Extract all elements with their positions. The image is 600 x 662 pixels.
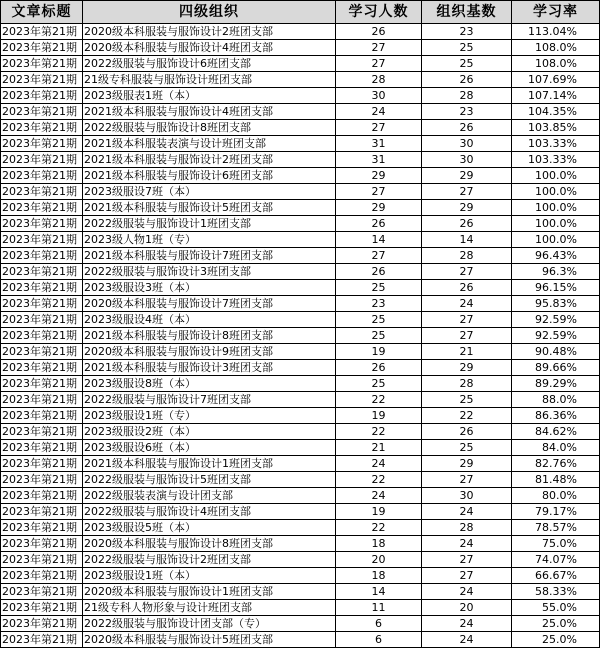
study-count-cell: 26 [336, 264, 422, 280]
org-cell: 2020级本科服装与服饰设计4班团支部 [83, 40, 336, 56]
study-count-cell: 24 [336, 104, 422, 120]
article-title-cell: 2023年第21期 [1, 312, 83, 328]
org-cell: 2020级本科服装与服饰设计1班团支部 [83, 584, 336, 600]
study-count-cell: 24 [336, 456, 422, 472]
study-count-cell: 19 [336, 504, 422, 520]
org-cell: 2023级服设1班（本） [83, 568, 336, 584]
article-title-cell: 2023年第21期 [1, 376, 83, 392]
org-cell: 2021级本科服装与服饰设计4班团支部 [83, 104, 336, 120]
article-title-cell: 2023年第21期 [1, 392, 83, 408]
study-count-cell: 18 [336, 536, 422, 552]
table-row [1, 264, 600, 280]
study-rate-cell: 84.0% [512, 440, 600, 456]
header-row [1, 1, 600, 24]
study-count-cell: 19 [336, 344, 422, 360]
article-title-cell: 2023年第21期 [1, 216, 83, 232]
table-row [1, 296, 600, 312]
study-count-cell: 30 [336, 88, 422, 104]
org-base-cell: 24 [422, 536, 512, 552]
article-title-cell: 2023年第21期 [1, 456, 83, 472]
study-count-cell: 14 [336, 232, 422, 248]
org-base-cell: 27 [422, 312, 512, 328]
study-rate-cell: 89.29% [512, 376, 600, 392]
org-cell: 2020级本科服装与服饰设计7班团支部 [83, 296, 336, 312]
study-rate-cell: 107.69% [512, 72, 600, 88]
org-cell: 2021级本科服装与服饰设计6班团支部 [83, 168, 336, 184]
table-row [1, 200, 600, 216]
org-cell: 2023级人物1班（专） [83, 232, 336, 248]
study-count-cell: 26 [336, 360, 422, 376]
study-count-cell: 19 [336, 408, 422, 424]
article-title-cell: 2023年第21期 [1, 616, 83, 632]
article-title-cell: 2023年第21期 [1, 424, 83, 440]
table-row [1, 280, 600, 296]
study-count-cell: 25 [336, 376, 422, 392]
table-row [1, 72, 600, 88]
table-row [1, 584, 600, 600]
org-base-cell: 25 [422, 440, 512, 456]
study-count-cell: 31 [336, 136, 422, 152]
org-cell: 2022级服装与服饰设计6班团支部 [83, 56, 336, 72]
org-base-cell: 26 [422, 216, 512, 232]
study-rate-cell: 96.15% [512, 280, 600, 296]
table-row [1, 24, 600, 40]
table-row [1, 472, 600, 488]
table-row [1, 88, 600, 104]
article-title-cell: 2023年第21期 [1, 440, 83, 456]
org-cell: 2023级服设1班（专） [83, 408, 336, 424]
org-base-cell: 27 [422, 184, 512, 200]
study-rate-cell: 100.0% [512, 168, 600, 184]
org-base-cell: 26 [422, 120, 512, 136]
org-base-cell: 26 [422, 280, 512, 296]
study-rate-cell: 103.85% [512, 120, 600, 136]
study-count-cell: 31 [336, 152, 422, 168]
article-title-cell: 2023年第21期 [1, 136, 83, 152]
article-title-cell: 2023年第21期 [1, 280, 83, 296]
org-base-cell: 27 [422, 552, 512, 568]
org-cell: 2023级服设6班（本） [83, 440, 336, 456]
org-base-cell: 30 [422, 136, 512, 152]
article-title-cell: 2023年第21期 [1, 296, 83, 312]
header-org-base: 组织基数 [422, 1, 512, 24]
article-title-cell: 2023年第21期 [1, 360, 83, 376]
org-base-cell: 21 [422, 344, 512, 360]
table-row [1, 568, 600, 584]
org-cell: 2021级本科服装与服饰设计8班团支部 [83, 328, 336, 344]
org-cell: 21级专科服装与服饰设计班团支部 [83, 72, 336, 88]
study-rate-cell: 58.33% [512, 584, 600, 600]
org-cell: 2020级本科服装与服饰设计9班团支部 [83, 344, 336, 360]
org-cell: 2020级本科服装与服饰设计8班团支部 [83, 536, 336, 552]
org-base-cell: 26 [422, 72, 512, 88]
article-title-cell: 2023年第21期 [1, 568, 83, 584]
org-cell: 2022级服装与服饰设计1班团支部 [83, 216, 336, 232]
table-row [1, 376, 600, 392]
org-base-cell: 23 [422, 104, 512, 120]
article-title-cell: 2023年第21期 [1, 504, 83, 520]
org-cell: 2023级服设2班（本） [83, 424, 336, 440]
table-row [1, 56, 600, 72]
article-title-cell: 2023年第21期 [1, 24, 83, 40]
study-rate-cell: 82.76% [512, 456, 600, 472]
article-title-cell: 2023年第21期 [1, 56, 83, 72]
study-rate-cell: 108.0% [512, 56, 600, 72]
study-count-cell: 26 [336, 24, 422, 40]
org-cell: 2022级服装与服饰设计3班团支部 [83, 264, 336, 280]
org-base-cell: 30 [422, 488, 512, 504]
article-title-cell: 2023年第21期 [1, 248, 83, 264]
header-article-title: 文章标题 [1, 1, 83, 24]
org-base-cell: 25 [422, 392, 512, 408]
study-count-cell: 26 [336, 216, 422, 232]
org-base-cell: 14 [422, 232, 512, 248]
article-title-cell: 2023年第21期 [1, 536, 83, 552]
table-row [1, 104, 600, 120]
table-row [1, 456, 600, 472]
org-cell: 2021级本科服装与服饰设计3班团支部 [83, 360, 336, 376]
study-rate-cell: 92.59% [512, 328, 600, 344]
table-row [1, 440, 600, 456]
org-base-cell: 24 [422, 296, 512, 312]
study-rate-cell: 96.3% [512, 264, 600, 280]
article-title-cell: 2023年第21期 [1, 328, 83, 344]
org-cell: 2021级本科服装与服饰设计5班团支部 [83, 200, 336, 216]
article-title-cell: 2023年第21期 [1, 344, 83, 360]
table-row [1, 520, 600, 536]
org-base-cell: 25 [422, 40, 512, 56]
study-rate-cell: 25.0% [512, 632, 600, 648]
article-title-cell: 2023年第21期 [1, 88, 83, 104]
table-row [1, 600, 600, 616]
study-rate-cell: 88.0% [512, 392, 600, 408]
table-row [1, 504, 600, 520]
table-row [1, 424, 600, 440]
org-cell: 2022级服装与服饰设计4班团支部 [83, 504, 336, 520]
org-base-cell: 24 [422, 616, 512, 632]
org-base-cell: 27 [422, 264, 512, 280]
table-row [1, 536, 600, 552]
org-base-cell: 29 [422, 200, 512, 216]
study-count-cell: 27 [336, 184, 422, 200]
study-count-cell: 25 [336, 328, 422, 344]
org-cell: 2021级本科服装与服饰设计1班团支部 [83, 456, 336, 472]
study-rate-cell: 100.0% [512, 216, 600, 232]
table-row [1, 168, 600, 184]
study-count-cell: 23 [336, 296, 422, 312]
study-count-cell: 25 [336, 312, 422, 328]
table-row [1, 392, 600, 408]
study-count-cell: 22 [336, 472, 422, 488]
study-count-cell: 22 [336, 424, 422, 440]
article-title-cell: 2023年第21期 [1, 72, 83, 88]
study-count-cell: 28 [336, 72, 422, 88]
org-cell: 2022级服装表演与设计团支部 [83, 488, 336, 504]
org-base-cell: 28 [422, 88, 512, 104]
study-count-cell: 22 [336, 392, 422, 408]
org-cell: 21级专科人物形象与设计班团支部 [83, 600, 336, 616]
org-base-cell: 27 [422, 568, 512, 584]
table-row [1, 552, 600, 568]
org-cell: 2021级本科服装与服饰设计2班团支部 [83, 152, 336, 168]
org-cell: 2022级服装与服饰设计7班团支部 [83, 392, 336, 408]
article-title-cell: 2023年第21期 [1, 120, 83, 136]
article-title-cell: 2023年第21期 [1, 408, 83, 424]
study-rate-cell: 74.07% [512, 552, 600, 568]
article-title-cell: 2023年第21期 [1, 584, 83, 600]
org-base-cell: 24 [422, 632, 512, 648]
table-row [1, 360, 600, 376]
table-row [1, 632, 600, 648]
study-rate-cell: 100.0% [512, 232, 600, 248]
study-count-cell: 6 [336, 616, 422, 632]
table-body [1, 24, 600, 648]
article-title-cell: 2023年第21期 [1, 472, 83, 488]
org-base-cell: 24 [422, 584, 512, 600]
org-cell: 2023级服设8班（本） [83, 376, 336, 392]
article-title-cell: 2023年第21期 [1, 152, 83, 168]
article-title-cell: 2023年第21期 [1, 520, 83, 536]
study-rate-cell: 100.0% [512, 200, 600, 216]
org-cell: 2022级服装与服饰设计团支部（专） [83, 616, 336, 632]
org-cell: 2021级本科服装与服饰设计7班团支部 [83, 248, 336, 264]
org-base-cell: 29 [422, 360, 512, 376]
study-count-cell: 27 [336, 248, 422, 264]
table-row [1, 136, 600, 152]
org-base-cell: 20 [422, 600, 512, 616]
header-org: 四级组织 [83, 1, 336, 24]
study-count-cell: 14 [336, 584, 422, 600]
study-count-cell: 25 [336, 280, 422, 296]
table-row [1, 40, 600, 56]
study-count-cell: 18 [336, 568, 422, 584]
study-count-cell: 21 [336, 440, 422, 456]
org-cell: 2023级服设5班（本） [83, 520, 336, 536]
org-base-cell: 22 [422, 408, 512, 424]
study-count-cell: 27 [336, 120, 422, 136]
study-rate-cell: 66.67% [512, 568, 600, 584]
org-base-cell: 29 [422, 168, 512, 184]
org-base-cell: 30 [422, 152, 512, 168]
org-cell: 2021级本科服装表演与设计班团支部 [83, 136, 336, 152]
article-title-cell: 2023年第21期 [1, 40, 83, 56]
study-rate-cell: 75.0% [512, 536, 600, 552]
study-count-cell: 22 [336, 520, 422, 536]
org-base-cell: 24 [422, 504, 512, 520]
table-row [1, 616, 600, 632]
table-row [1, 216, 600, 232]
org-base-cell: 27 [422, 328, 512, 344]
article-title-cell: 2023年第21期 [1, 104, 83, 120]
org-cell: 2022级服装与服饰设计5班团支部 [83, 472, 336, 488]
study-rate-cell: 113.04% [512, 24, 600, 40]
article-title-cell: 2023年第21期 [1, 488, 83, 504]
header-study-rate: 学习率 [512, 1, 600, 24]
table-row [1, 184, 600, 200]
study-rate-cell: 55.0% [512, 600, 600, 616]
study-rate-cell: 89.66% [512, 360, 600, 376]
study-count-cell: 29 [336, 168, 422, 184]
table-row [1, 120, 600, 136]
org-base-cell: 29 [422, 456, 512, 472]
study-count-cell: 27 [336, 40, 422, 56]
org-base-cell: 23 [422, 24, 512, 40]
org-cell: 2020级本科服装与服饰设计5班团支部 [83, 632, 336, 648]
table-row [1, 312, 600, 328]
org-cell: 2023级服表1班（本） [83, 88, 336, 104]
study-count-cell: 6 [336, 632, 422, 648]
article-title-cell: 2023年第21期 [1, 600, 83, 616]
article-title-cell: 2023年第21期 [1, 200, 83, 216]
study-count-cell: 20 [336, 552, 422, 568]
org-cell: 2023级服设3班（本） [83, 280, 336, 296]
table-row [1, 248, 600, 264]
study-rate-cell: 86.36% [512, 408, 600, 424]
study-rate-cell: 81.48% [512, 472, 600, 488]
org-cell: 2020级本科服装与服饰设计2班团支部 [83, 24, 336, 40]
org-base-cell: 28 [422, 248, 512, 264]
study-rate-cell: 100.0% [512, 184, 600, 200]
article-title-cell: 2023年第21期 [1, 232, 83, 248]
study-count-cell: 27 [336, 56, 422, 72]
study-rate-cell: 78.57% [512, 520, 600, 536]
article-title-cell: 2023年第21期 [1, 184, 83, 200]
study-rate-cell: 107.14% [512, 88, 600, 104]
table-row [1, 408, 600, 424]
study-rate-cell: 90.48% [512, 344, 600, 360]
table-row [1, 344, 600, 360]
study-rate-cell: 92.59% [512, 312, 600, 328]
study-rate-cell: 79.17% [512, 504, 600, 520]
table-row [1, 232, 600, 248]
study-count-cell: 24 [336, 488, 422, 504]
study-rate-cell: 96.43% [512, 248, 600, 264]
study-rate-cell: 25.0% [512, 616, 600, 632]
header-study-count: 学习人数 [336, 1, 422, 24]
study-rate-cell: 103.33% [512, 136, 600, 152]
article-title-cell: 2023年第21期 [1, 552, 83, 568]
org-base-cell: 28 [422, 520, 512, 536]
org-cell: 2023级服设7班（本） [83, 184, 336, 200]
study-count-cell: 29 [336, 200, 422, 216]
org-base-cell: 27 [422, 472, 512, 488]
article-title-cell: 2023年第21期 [1, 168, 83, 184]
org-cell: 2023级服设4班（本） [83, 312, 336, 328]
article-title-cell: 2023年第21期 [1, 632, 83, 648]
study-rate-cell: 103.33% [512, 152, 600, 168]
study-count-cell: 11 [336, 600, 422, 616]
org-base-cell: 26 [422, 424, 512, 440]
article-title-cell: 2023年第21期 [1, 264, 83, 280]
study-rate-cell: 80.0% [512, 488, 600, 504]
study-rate-cell: 84.62% [512, 424, 600, 440]
table-row [1, 488, 600, 504]
study-rate-cell: 104.35% [512, 104, 600, 120]
org-base-cell: 28 [422, 376, 512, 392]
table-row [1, 152, 600, 168]
org-cell: 2022级服装与服饰设计2班团支部 [83, 552, 336, 568]
table-row [1, 328, 600, 344]
study-rate-cell: 95.83% [512, 296, 600, 312]
org-base-cell: 25 [422, 56, 512, 72]
org-cell: 2022级服装与服饰设计8班团支部 [83, 120, 336, 136]
study-rate-cell: 108.0% [512, 40, 600, 56]
